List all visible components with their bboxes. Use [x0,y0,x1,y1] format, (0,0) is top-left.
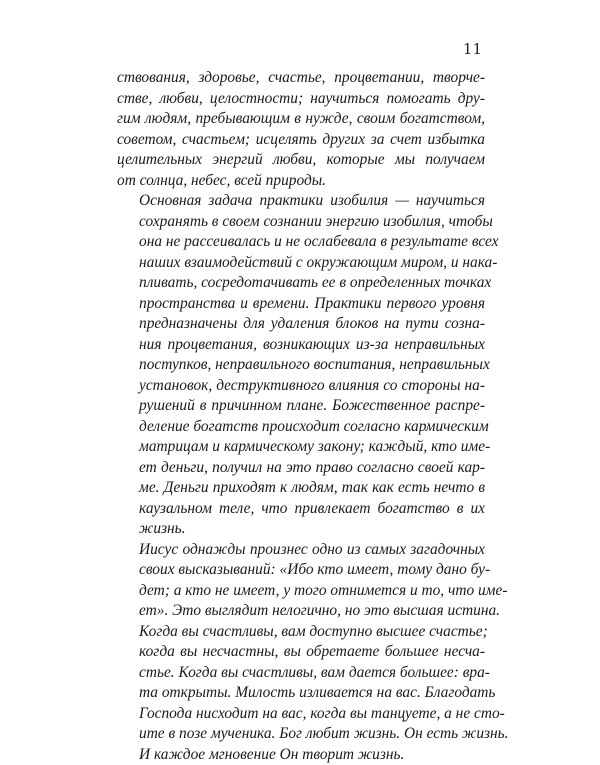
text-line: когда вы несчастны, вы обретаете большее несча- [117,642,485,663]
text-line: поступков, неправильного воспитания, неправильных [117,355,485,376]
text-line: Иисус однажды произнес одно из самых загадочных [117,540,485,561]
text-line: она не рассеивалась и не ослабевала в результате всех [117,232,485,253]
text-line: стье. Когда вы счастливы, вам дается большее: вра- [117,663,485,684]
text-line: Господа нисходит на вас, когда вы танцуете, а не сто- [117,704,485,725]
text-line: гим людям, пребывающим в нужде, своим богатством, [117,109,485,130]
text-line: ствования, здоровье, счастье, процветании, творче- [117,68,485,89]
text-line: И каждое мгновение Он творит жизнь. [117,745,485,765]
paragraph [117,68,485,191]
text-line: каузальном теле, что привлекает богатство в их [117,499,485,520]
text-line: дет; а кто не имеет, у того отнимется и то, что име- [117,581,485,602]
text-line: целительных энергий любви, которые мы получаем [117,150,485,171]
text-line: рушений в причинном плане. Божественное распре- [117,396,485,417]
text-line: деление богатств происходит согласно кармическим [117,417,485,438]
text-line: от солнца, небес, всей природы. [117,171,485,192]
paragraph [117,540,485,765]
body-text [117,68,485,765]
text-line: матрицам и кармическому закону; каждый, кто име- [117,437,485,458]
text-line: жизнь. [117,519,485,540]
text-line: стве, любви, целостности; научиться помогать дру- [117,89,485,110]
text-line: та открыты. Милость изливается на вас. Благодать [117,683,485,704]
text-line: ме. Деньги приходят к людям, так как есть нечто в [117,478,485,499]
text-line: пространства и времени. Практики первого уровня [117,294,485,315]
text-line: ите в позе мученика. Бог любит жизнь. Он есть жизнь. [117,724,485,745]
text-line: Когда вы счастливы, вам доступно высшее счастье; [117,622,485,643]
text-line: ния процветания, возникающих из-за неправильных [117,335,485,356]
text-line: советом, счастьем; исцелять других за счет избытка [117,130,485,151]
text-line: сохранять в своем сознании энергию изобилия, чтобы [117,212,485,233]
text-line: предназначены для удаления блоков на пути созна- [117,314,485,335]
text-line: своих высказываний: «Ибо кто имеет, тому дано бу- [117,560,485,581]
page-number: 11 [463,40,482,58]
text-line: установок, деструктивного влияния со стороны на- [117,376,485,397]
text-line: пливать, сосредотачивать ее в определенных точках [117,273,485,294]
text-line: Основная задача практики изобилия — научиться [117,191,485,212]
text-line: ет деньги, получил на это право согласно своей кар- [117,458,485,479]
paragraph [117,191,485,540]
text-line: наших взаимодействий с окружающим миром, и нака- [117,253,485,274]
text-line: ет». Это выглядит нелогично, но это высшая истина. [117,601,485,622]
